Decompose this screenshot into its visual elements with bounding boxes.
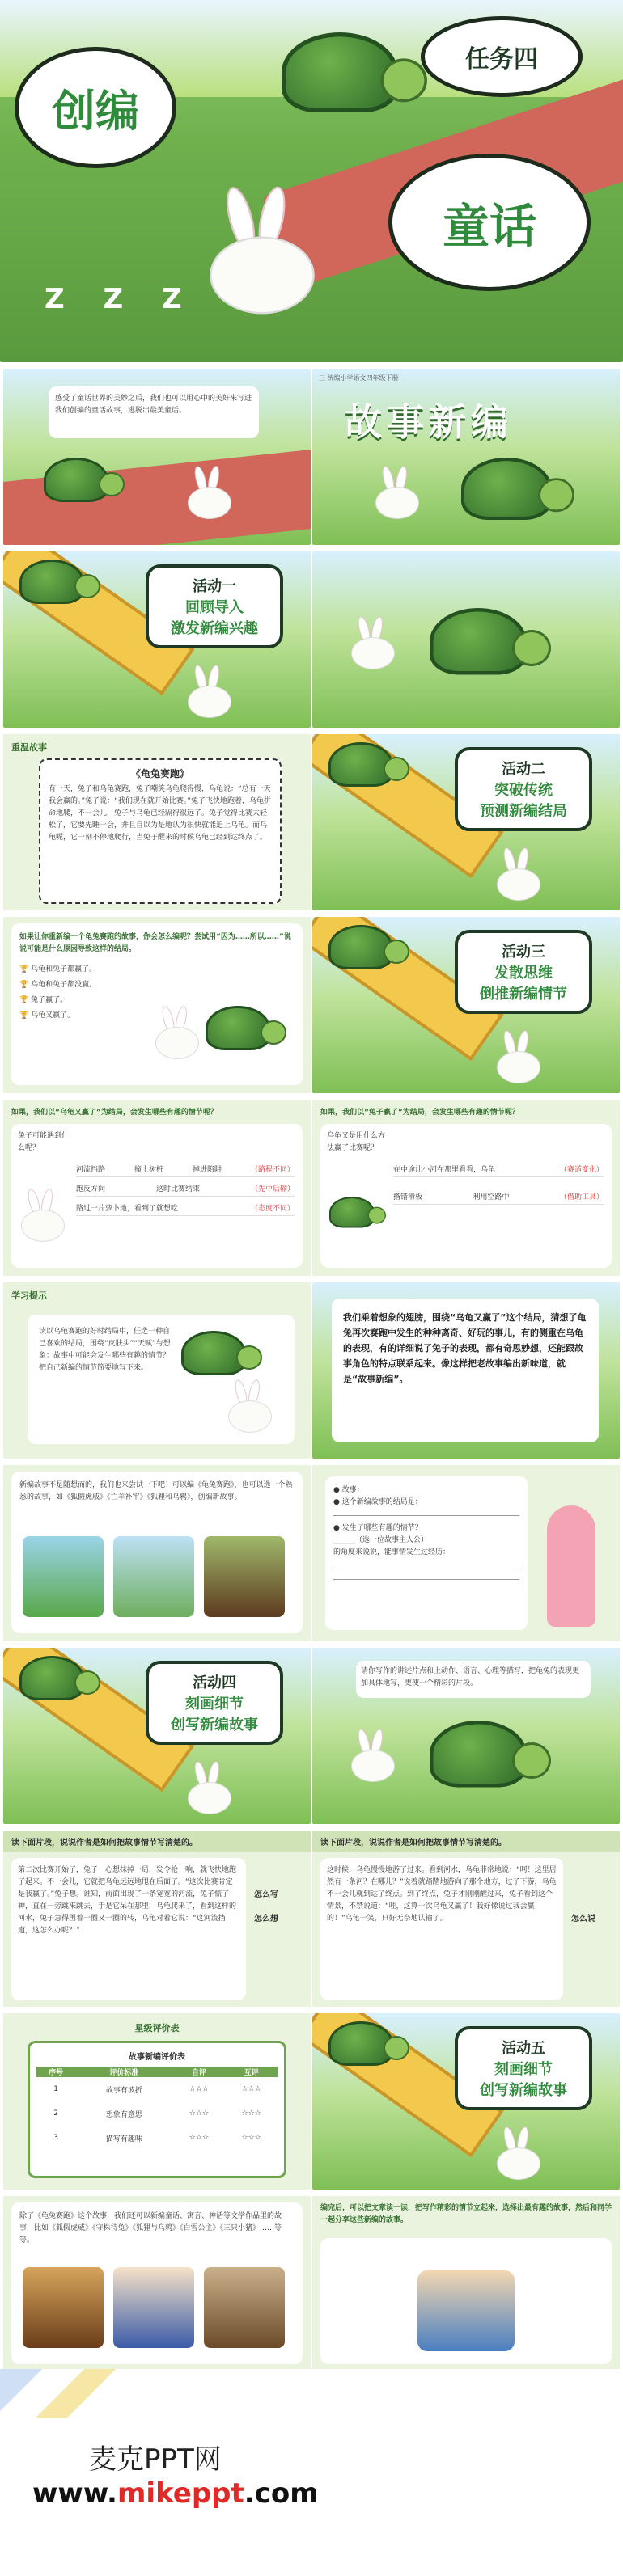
slide-extend xyxy=(3,2196,311,2372)
reverse2-hint: 乌龟又是用什么方法赢了比赛呢？ xyxy=(327,1132,386,1152)
table-row: 2 想象有意思 ☆☆☆ ☆☆☆ xyxy=(53,2109,261,2119)
form-card xyxy=(325,1476,528,1630)
fox-tiger-image xyxy=(23,1536,104,1617)
activity4-line3: 创写新编故事 xyxy=(171,1717,258,1734)
homework-body: 编完后，可以把文章读一读，把写作精彩的情节立起来，选择出最有趣的故事，然后和同学一起分享这些新编的故事。 xyxy=(320,2204,612,2224)
book-title: 《龟兔赛跑》 xyxy=(130,768,189,779)
review-body: 有一天，兔子和乌龟赛跑，兔子嘲笑乌龟爬得慢，乌龟说：“总有一天我会赢的。”兔子说：“我们现在就开始比赛。”兔子飞快地跑着，乌龟拼命地爬，不一会儿，兔子与乌龟已经隔得很远了。兔子觉得比赛太轻松了，它要先睡一会，并且自以为是地认为很快就能追上乌龟。而乌龟呢，它一刻不停地爬行，当兔子醒来的时候乌龟已经到达终点了。 xyxy=(49,785,271,842)
predict-option: 🏆 乌龟和兔子都没赢。 xyxy=(19,981,97,989)
title-left: 创编 xyxy=(52,85,139,137)
story-image-3 xyxy=(204,2267,285,2348)
slide-rubric xyxy=(3,2013,311,2190)
slide-story-new xyxy=(312,369,620,545)
activity1-line2: 回顾导入 xyxy=(185,599,244,616)
activity3-line3: 倒推新编情节 xyxy=(480,986,567,1003)
rubric-caption: 故事新编评价表 xyxy=(129,2053,185,2062)
fox-crow-image xyxy=(204,1536,285,1617)
rubric-card xyxy=(28,2041,286,2178)
form-line-plot: ● 发生了哪些有趣的情节？ xyxy=(333,1524,422,1532)
rubric-title: 星级评价表 xyxy=(134,2023,180,2033)
table-row: 1 故事有波折 ☆☆☆ ☆☆☆ xyxy=(53,2085,261,2095)
activity1-line3: 激发新编兴趣 xyxy=(171,620,258,637)
table-row: 3 描写有趣味 ☆☆☆ ☆☆☆ xyxy=(53,2134,261,2143)
turtle-illustration xyxy=(417,608,551,693)
reverse1-card xyxy=(11,1124,303,1268)
title-left-burst xyxy=(15,47,176,168)
rabbit-illustration xyxy=(181,466,238,522)
sample1-note1: 怎么写 xyxy=(254,1890,278,1899)
turtle-illustration xyxy=(197,1006,286,1062)
story-image-2 xyxy=(113,2267,194,2348)
sleep-zzz: Z Z Z xyxy=(44,283,197,315)
activity5-line2: 刻画细节 xyxy=(494,2061,553,2078)
intro-card xyxy=(49,386,259,438)
intro-text: 感受了童话世界的美妙之后，我们也可以用心中的美好来写进我们创编的童话故事，逃脱出最美童话。 xyxy=(55,395,252,415)
rabbit-illustration xyxy=(369,466,426,522)
sheep-pen-image xyxy=(113,1536,194,1617)
tips-label: 学习提示 xyxy=(11,1290,47,1301)
slide-review xyxy=(3,734,311,910)
story-title: 故事新编 xyxy=(345,400,513,444)
slide-reverse2 xyxy=(312,1100,620,1276)
activity3-line2: 发散思维 xyxy=(494,965,553,982)
activity3-bubble xyxy=(455,930,592,1014)
story-image-1 xyxy=(23,2267,104,2348)
slide-activity1 xyxy=(3,551,311,728)
rabbit-illustration xyxy=(181,665,238,721)
turtle-illustration xyxy=(417,1721,551,1805)
sample1-card xyxy=(11,1858,246,2000)
predict-option: 🏆 乌龟和兔子都赢了。 xyxy=(19,965,97,973)
reading-kids-illustration xyxy=(417,2270,515,2351)
predict-option: 🏆 乌龟又赢了。 xyxy=(19,1011,75,1020)
sample2-card xyxy=(320,1858,563,2000)
sample1-note2: 怎么想 xyxy=(254,1915,278,1924)
rabbit-illustration xyxy=(194,186,330,322)
reverse1-question: 如果，我们以“乌龟又赢了”为结局，会发生哪些有趣的情节呢？ xyxy=(11,1109,218,1117)
slide-homework xyxy=(312,2196,620,2372)
girl-illustration xyxy=(547,1505,595,1627)
activity2-line2: 突破传统 xyxy=(494,782,553,799)
summary-card xyxy=(332,1299,599,1442)
review-card xyxy=(39,758,282,904)
extend-body: 除了《龟兔赛跑》这个故事，我们还可以新编童话、寓言、神话等文学作品里的故事，比如《狐假虎威》《守株待兔》《狐狸与乌鸦》《白雪公主》《三只小猪》……等等。 xyxy=(19,2212,282,2244)
slide-summary xyxy=(312,1282,620,1459)
header-small: 三 统编小学语文四年级下册 xyxy=(319,374,399,382)
slide-reverse1 xyxy=(3,1100,311,1276)
turtle-illustration xyxy=(267,32,427,134)
slide-sample1 xyxy=(3,1831,311,2007)
reverse1-rows: 河流挡路 撞上树桩 掉进陷阱 （路程不同） 跑反方向 这时比赛结束 （先中后输） 路过一片萝卜地，看到了就想吃 （态度不同） xyxy=(76,1164,295,1216)
rabbit-illustration xyxy=(345,616,401,673)
tips-body: 读以乌龟赛跑的好时结局中，任选一种自己喜欢的结局，围绕“皮肤头”“天赋”与想象：故事中可能会发生哪些有趣的情节？把自己新编的情节简要地写下来。 xyxy=(39,1328,171,1372)
reverse2-rows: 在中途让小河在那里看看，乌龟 （赛道变化） 搭错滑板 利用空路中 （借助工具） xyxy=(393,1164,604,1205)
reverse2-question: 如果，我们以“兔子赢了”为结局，会发生哪些有趣的情节呢？ xyxy=(320,1109,519,1117)
activity2-line1: 活动二 xyxy=(502,761,545,778)
activity2-line3: 预测新编结局 xyxy=(480,803,567,820)
slide-activity5 xyxy=(312,2013,620,2190)
cover-slide xyxy=(0,0,623,362)
watermark-logo xyxy=(0,2369,623,2576)
rubric-table xyxy=(36,2067,278,2150)
rabbit-illustration xyxy=(490,847,547,904)
homework-card xyxy=(320,2238,612,2364)
turtle-illustration xyxy=(450,458,574,537)
revise-card xyxy=(356,1661,591,1698)
turtle-illustration xyxy=(320,742,409,799)
title-right: 童话 xyxy=(442,199,536,254)
rabbit-illustration xyxy=(15,1189,71,1245)
slide-activity4 xyxy=(3,1648,311,1824)
brand-url: www.mikeppt.com xyxy=(32,2477,319,2510)
sample1-header: 读下面片段，说说作者是如何把故事情节写清楚的。 xyxy=(3,1831,311,1852)
reverse2-card xyxy=(320,1124,612,1268)
slide-sample2 xyxy=(312,1831,620,2007)
turtle-illustration xyxy=(11,1656,100,1712)
decor-shapes xyxy=(0,2369,162,2418)
slide-tips xyxy=(3,1282,311,1459)
summary-body: 我们乘着想象的翅膀，围绕“乌龟又赢了”这个结局，猜想了龟兔再次赛跑中发生的种种离奇、好玩的事儿，有的侧重在乌龟的表现，有的详细说了兔子的表现，都有奇思妙想，还能跟故事角色的特点联系起来。像这样把老故事编出新味道，就是“故事新编”。 xyxy=(343,1312,587,1384)
reverse1-hint: 兔子可能遇到什么呢？ xyxy=(18,1132,70,1152)
activity4-line2: 刻画细节 xyxy=(185,1696,244,1712)
turtle-illustration xyxy=(320,925,409,982)
form-line-role: ______（选一位故事主人公） xyxy=(333,1536,429,1544)
turtle-illustration xyxy=(36,458,125,514)
activity3-line1: 活动三 xyxy=(502,944,545,961)
slide-predict xyxy=(3,917,311,1093)
slide-scene xyxy=(312,551,620,728)
rabbit-illustration xyxy=(222,1379,278,1436)
activity5-line1: 活动五 xyxy=(502,2040,545,2057)
task-burst xyxy=(421,16,583,97)
sample2-note: 怎么说 xyxy=(571,1915,595,1924)
activity1-line1: 活动一 xyxy=(193,578,236,595)
predict-question: 如果让你重新编一个龟兔赛跑的故事，你会怎么编呢？尝试用“因为……所以……”说说可能是什么原因导致这样的结局。 xyxy=(19,933,291,953)
form-line-angle: 的角度来说说，能事情发生过经历： xyxy=(333,1548,451,1556)
predict-option: 🏆 兔子赢了。 xyxy=(19,996,68,1004)
activity2-bubble xyxy=(455,747,592,831)
sample1-body: 第二次比赛开始了，兔子一心想抹掉一局，发令枪一响，就飞快地跑了起来。不一会儿，它就把乌龟远远地甩在后面了。“这次比赛肯定是我赢了。”兔子想。谁知，前面出现了一条宽宽的河流，兔子慌了神，直在一旁跳来跳去，于是它呆在那里，乌龟爬来了，看到这样的河水，兔子急得围着一圈又一圈的转，乌龟对着它说：“这河流挡道，这怎么办呢？” xyxy=(18,1866,237,1935)
rabbit-illustration xyxy=(490,2126,547,2183)
table-header-row: 序号 评价标准 自评 互评 xyxy=(36,2067,278,2077)
sample2-header: 读下面片段，说说作者是如何把故事情节写清楚的。 xyxy=(312,1831,620,1852)
slide-revise xyxy=(312,1648,620,1824)
task-label: 任务四 xyxy=(465,45,538,74)
turtle-illustration xyxy=(320,2021,409,2078)
classics-body: 新编故事不是随想而的，我们也来尝试一下吧！可以编《龟兔赛跑》，也可以选一个熟悉的故事，如《狐假虎威》《亡羊补牢》《狐狸和乌鸦》，创编新故事。 xyxy=(19,1481,293,1501)
classics-card xyxy=(11,1472,303,1633)
revise-text: 请你写作的讲述片点和上动作、语言、心理等描写，把龟兔的表现更加具体地写，更使一个精彩的片段。 xyxy=(361,1667,580,1687)
turtle-illustration xyxy=(324,1197,386,1236)
activity5-bubble xyxy=(455,2026,592,2110)
slide-classics xyxy=(3,1465,311,1641)
rabbit-illustration xyxy=(345,1729,401,1785)
slide-activity2 xyxy=(312,734,620,910)
brand-name: 麦克PPT网 xyxy=(89,2443,222,2476)
turtle-illustration xyxy=(11,560,100,616)
review-label: 重温故事 xyxy=(11,742,47,753)
title-right-burst xyxy=(388,154,591,291)
activity4-bubble xyxy=(146,1661,283,1745)
activity5-line3: 创写新编故事 xyxy=(480,2082,567,2099)
slide-form xyxy=(312,1465,620,1641)
rabbit-illustration xyxy=(490,1030,547,1087)
slide-intro xyxy=(3,369,311,545)
slide-activity3 xyxy=(312,917,620,1093)
activity1-bubble xyxy=(146,564,283,648)
form-line-story: ● 故事： xyxy=(333,1486,364,1494)
activity4-line1: 活动四 xyxy=(193,1674,236,1691)
form-line-ending: ● 这个新编故事的结局是： xyxy=(333,1498,422,1506)
sample2-body: 这时候，乌龟慢慢地游了过来。看到河水，乌龟非常地说：“呵！这里居然有一条河？在哪儿？”说着就踏踏地游向了那个地方，过了下游，乌龟不一会儿就到达了终点。到了终点，兔子才刚刚醒过来，兔子看到这个情景，不禁说道：“哇，这算一次乌龟又赢了！我好像说过我会赢的！”乌龟一笑，只好无奈地认输了。 xyxy=(327,1866,557,1923)
extend-card xyxy=(11,2202,303,2364)
rabbit-illustration xyxy=(181,1761,238,1818)
